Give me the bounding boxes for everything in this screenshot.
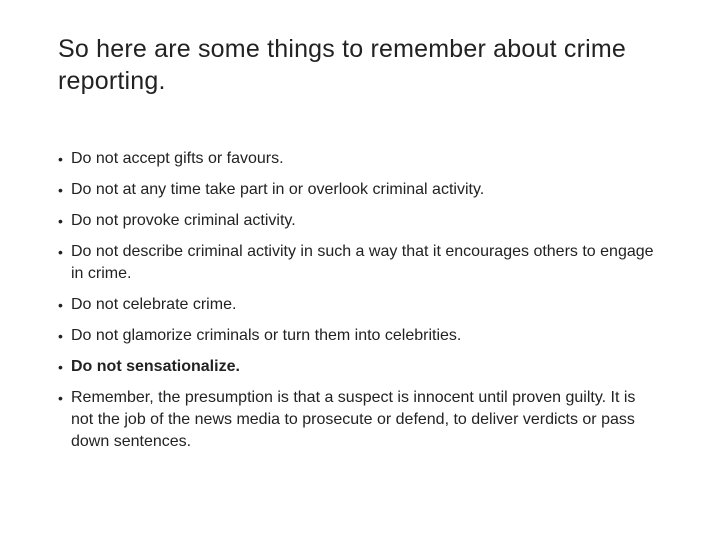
bullet-text: Do not describe criminal activity in such a way that it encourages others to engage in crime. [71, 243, 654, 282]
bullet-text: Do not provoke criminal activity. [71, 212, 296, 229]
bullet-item [58, 325, 658, 347]
bullet-text: Do not celebrate crime. [71, 296, 237, 313]
bullet-icon: • [58, 213, 63, 229]
bullet-icon: • [58, 151, 63, 167]
bullet-text: Do not glamorize criminals or turn them into celebrities. [71, 327, 462, 344]
bullet-text: Remember, the presumption is that a suspect is innocent until proven guilty. It is not the job of the news media to prosecute or defend, to deliver verdicts or pass down sentences. [71, 389, 636, 450]
bullet-item [58, 179, 658, 201]
bullet-item [58, 294, 658, 316]
bullet-item [58, 148, 658, 170]
bullet-item [58, 387, 658, 453]
bullet-text: Do not sensationalize. [71, 358, 240, 375]
bullet-list [58, 148, 658, 462]
bullet-icon: • [58, 244, 63, 260]
bullet-icon: • [58, 182, 63, 198]
bullet-text: Do not at any time take part in or overlook criminal activity. [71, 181, 485, 198]
bullet-icon: • [58, 297, 63, 313]
bullet-item [58, 210, 658, 232]
bullet-icon: • [58, 359, 63, 375]
bullet-item-emphasis [58, 356, 658, 378]
bullet-icon: • [58, 390, 63, 406]
slide-title: So here are some things to remember about crime reporting. [58, 35, 626, 95]
bullet-icon: • [58, 328, 63, 344]
bullet-item [58, 241, 658, 285]
bullet-text: Do not accept gifts or favours. [71, 150, 284, 167]
